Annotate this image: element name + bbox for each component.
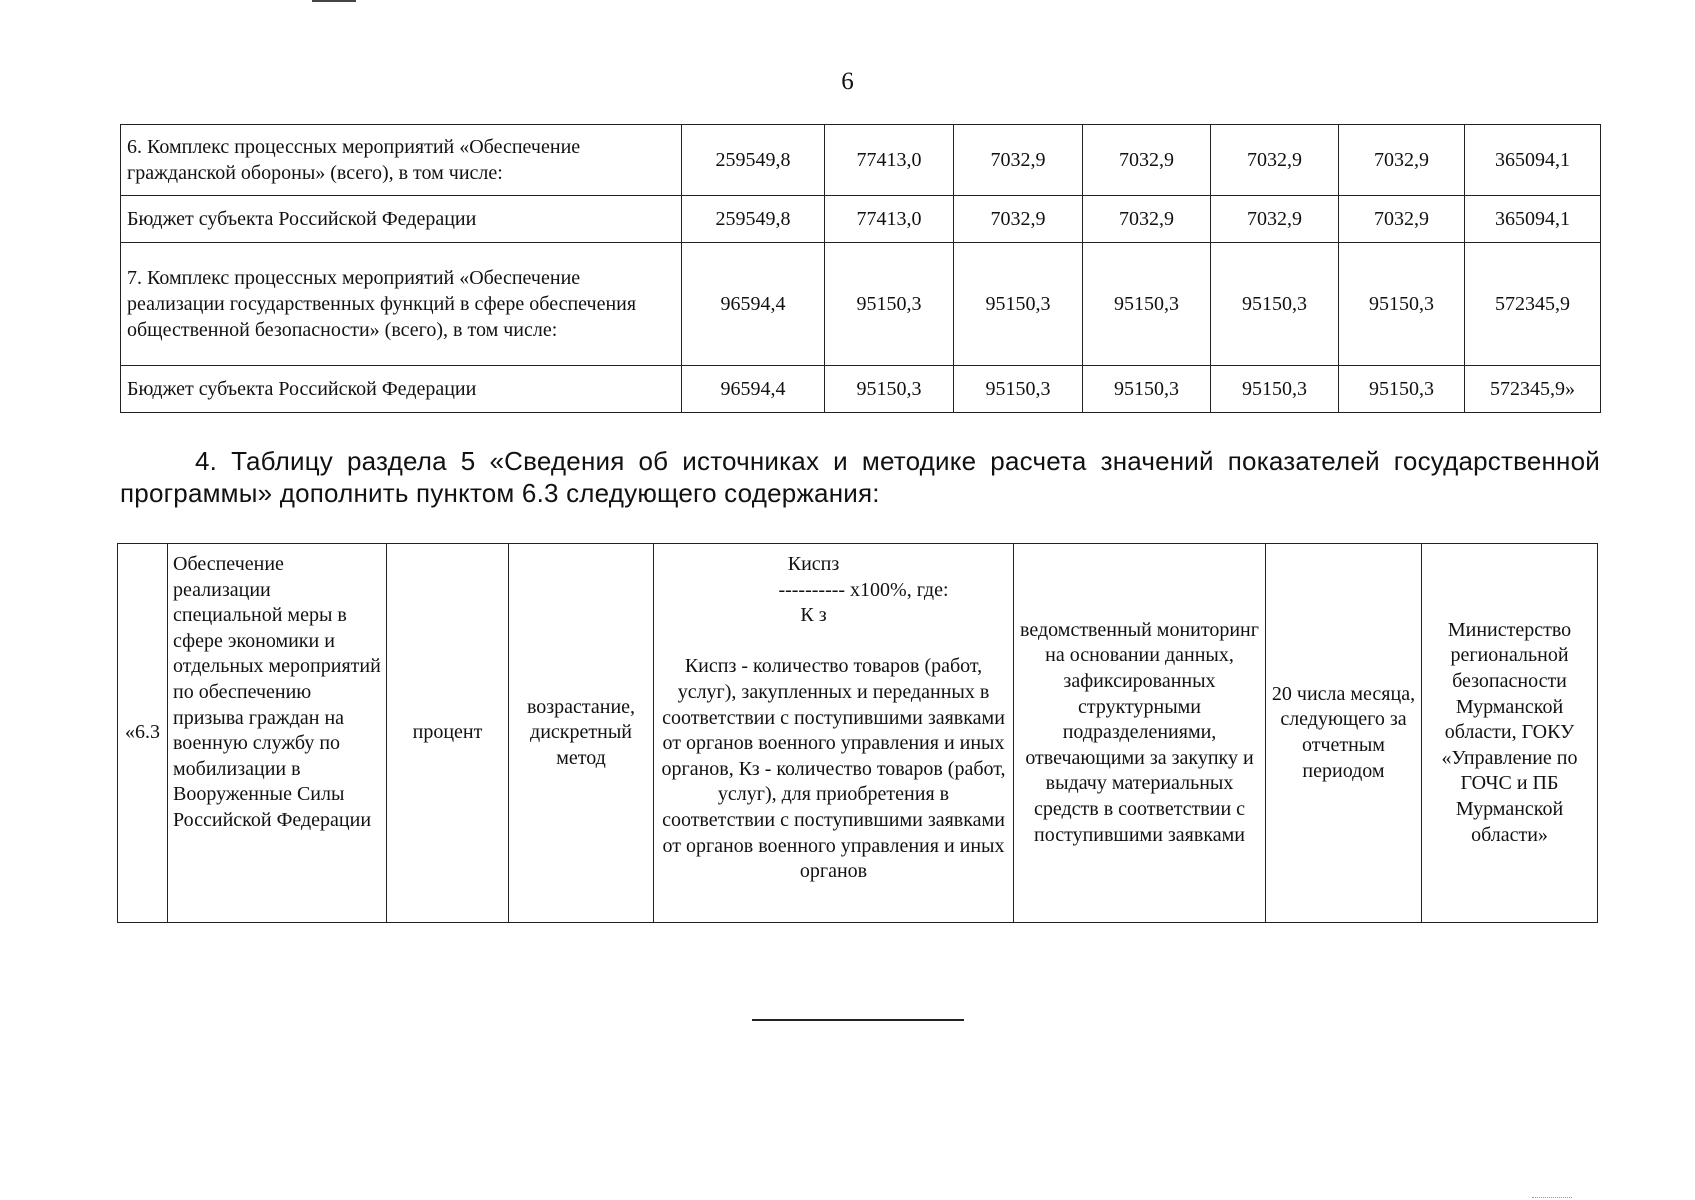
formula-cell [654, 544, 1014, 923]
table-cell: 7032,9 [1339, 196, 1465, 243]
top-edge-mark [312, 0, 356, 2]
table-cell: 77413,0 [825, 125, 954, 196]
funding-table [120, 124, 1601, 413]
formula-numerator: Киспз [787, 553, 840, 575]
table-cell: 77413,0 [825, 196, 954, 243]
table-cell: 7032,9 [954, 125, 1083, 196]
table-cell-total: 572345,9» [1465, 366, 1601, 413]
table-cell: 7032,9 [1083, 125, 1211, 196]
table-cell: 7032,9 [1211, 196, 1339, 243]
method-table [117, 543, 1598, 923]
table-cell: 95150,3 [825, 243, 954, 366]
table-cell: 96594,4 [682, 366, 825, 413]
funding-table-body [121, 125, 1601, 413]
table-cell-total: 365094,1 [1465, 125, 1601, 196]
row-description: 6. Комплекс процессных мероприятий «Обеспечение гражданской обороны» (всего), в том числе: [121, 125, 682, 196]
table-cell: 7032,9 [1211, 125, 1339, 196]
table-row [121, 196, 1601, 243]
table-cell: 96594,4 [682, 243, 825, 366]
row-description: Бюджет субъекта Российской Федерации [121, 196, 682, 243]
scan-corner-mark [1532, 1197, 1572, 1198]
table-row [121, 125, 1601, 196]
item-number: «6.3 [118, 544, 168, 923]
table-row [121, 243, 1601, 366]
table-row [121, 366, 1601, 413]
table-cell: 95150,3 [954, 243, 1083, 366]
table-row [118, 544, 1598, 923]
formula-fraction-bar: ---------- х100%, где: [778, 578, 949, 601]
row-description: 7. Комплекс процессных мероприятий «Обеспечение реализации государственных функций в сфере обеспечения общественной безопасности» (всего), в том числе: [121, 243, 682, 366]
table-cell: 7032,9 [954, 196, 1083, 243]
formula-denominator: К з [800, 604, 827, 627]
closing-rule [752, 1019, 964, 1021]
row-description: Бюджет субъекта Российской Федерации [121, 366, 682, 413]
table-cell: 95150,3 [1339, 366, 1465, 413]
table-cell: 95150,3 [825, 366, 954, 413]
table-cell: 95150,3 [1083, 366, 1211, 413]
method-table-body [118, 544, 1598, 923]
table-cell: 7032,9 [1083, 196, 1211, 243]
table-cell: 95150,3 [1339, 243, 1465, 366]
table-cell: 259549,8 [682, 125, 825, 196]
responsible-body: Министерство региональной безопасности Мурманской области, ГОКУ «Управление по ГОЧС и ПБ Мурманской области» [1422, 544, 1598, 923]
table-cell-total: 572345,9 [1465, 243, 1601, 366]
table-cell: 95150,3 [1211, 366, 1339, 413]
table-cell: 95150,3 [1083, 243, 1211, 366]
amendment-paragraph: 4. Таблицу раздела 5 «Сведения об источниках и методике расчета значений показателей государственной программы» дополнить пунктом 6.3 следующего содержания: [120, 446, 1600, 508]
table-cell: 95150,3 [1211, 243, 1339, 366]
reporting-deadline: 20 числа месяца, следующего за отчетным периодом [1266, 544, 1422, 923]
indicator-name: Обеспечение реализации специальной меры в сфере экономики и отдельных мероприятий по обеспечению призыва граждан на военную службу по мобилизации в Вооруженные Силы Российской Федерации [168, 544, 387, 923]
unit-of-measure: процент [387, 544, 509, 923]
formula-explanation: Киспз - количество товаров (работ, услуг), закупленных и переданных в соответствии с поступившими заявками от органов военного управления и иных органов, Кз - количество товаров (работ, услуг), для приобретения в соответствии с поступившими заявками от органов военного управления и иных органов [661, 655, 1006, 883]
calculation-method: возрастание, дискретный метод [509, 544, 654, 923]
table-cell: 259549,8 [682, 196, 825, 243]
data-source: ведомственный мониторинг на основании данных, зафиксированных структурными подразделениями, отвечающими за закупку и выдачу материальных средств в соответствии с поступившими заявками [1014, 544, 1266, 923]
table-cell-total: 365094,1 [1465, 196, 1601, 243]
table-cell: 95150,3 [954, 366, 1083, 413]
table-cell: 7032,9 [1339, 125, 1465, 196]
page-number: 6 [841, 68, 854, 95]
